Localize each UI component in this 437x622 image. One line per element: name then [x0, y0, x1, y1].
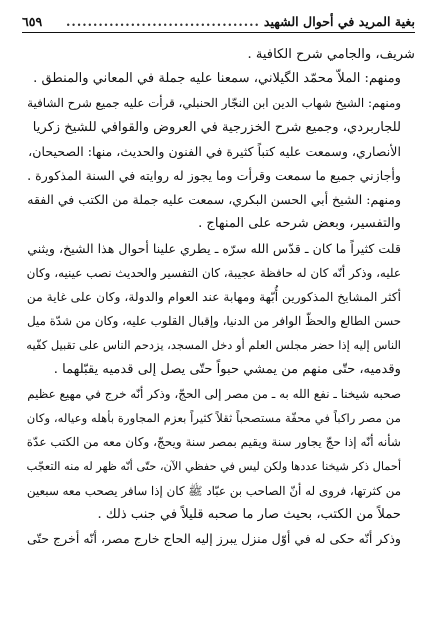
text-line: حسن الطالع والحظّ الوافر من الدنيا، وإقبال القلوب عليه، وكان من شدّة ميل [26, 314, 401, 329]
text-line: الأنصاري، وسمعت عليه كتباً كثيرة في الفنون والحديث، منها: الصحيحان، [28, 143, 401, 159]
text-line: أحمال ذكر شيخنا عددها ولكن ليس في حفظي الآن، حتّى أنّه ظهر له منه التعجّب [26, 459, 401, 474]
page-number: ٦٥٩ [22, 14, 43, 29]
paragraph [22, 91, 415, 188]
text-line: شأنه أنّه إذا حجّ يجاور سنة ويقيم بمصر سنة ويحجّ، وكان معه من الكتب عدّة [26, 435, 401, 450]
text-line: والتفسير، وبعض شرحه على المنهاج . [198, 216, 401, 232]
text-line: شريف، والجامي شرح الكافية . [247, 47, 415, 62]
paragraph [22, 527, 415, 551]
running-header [22, 14, 415, 33]
text-line: عليه، وذكر أنّه كان له حافظة عجيبة، كان التفسير والحديث نصب عينيه، وكان [26, 265, 401, 280]
running-title: بغية المريد في أحوال الشهيد [263, 14, 415, 29]
page-body [22, 43, 415, 551]
text-line: من مصر راكباً في محفّة مستصحباً ثقلاً كثيراً بعزم المجاورة بأهله وعياله، وكان [26, 411, 401, 426]
text-line: أكثر المشايخ المذكورين أُبّهة ومهابة عند العوام والدولة، وكان على غاية من [26, 290, 401, 305]
text-line: وأجازني جميع ما سمعت وقرأت وما يجوز له روايته في السنة المذكورة . [27, 168, 401, 184]
text-line: من كثرتها، فروى له أنّ الصاحب بن عبّاد ﷺ كان إذا سافر يصحب معه سبعين [26, 483, 401, 498]
leader-dots: .................................... [66, 14, 260, 29]
text-line: للجاربردي، وجميع شرح الخزرجية في العروض والقوافي للشيخ زكريا [32, 119, 401, 135]
paragraph [22, 237, 415, 382]
text-line: وقدميه، حتّى منهم من يمشي حبواً حتّى يصل إلى قدميه يقبّلهما . [53, 361, 401, 377]
text-line: ومنهم: الشيخ شهاب الدين ابن النجّار الحنبلي، قرأت عليه جميع شرح الشافية [27, 96, 401, 111]
text-line: حملاً من الكتب، بحيث صار ما صحبه قليلاً في جنب ذلك . [97, 506, 401, 522]
paragraph [22, 188, 415, 236]
text-line: ومنهم: الشيخ أبي الحسن البكري، سمعت عليه جملة من الكتب في الفقه [27, 192, 401, 208]
text-line: الناس إليه إذا حضر مجلس العلم أو دخل المسجد، يزدحم الناس على تقبيل كفّيه [26, 338, 401, 353]
text-line: صحبه شيخنا ـ نفع الله به ـ من مصر إلى الحجّ، وذكر أنّه خرج في مهيع عظيم [27, 386, 401, 401]
text-line: وذكر أنّه حكى له في أوّل منزل يبرز إليه الحاج خارج مصر، أنّه أخرج حتّى [26, 531, 401, 547]
paragraph [22, 67, 415, 91]
paragraph [22, 382, 415, 527]
text-line: قلت كثيراً ما كان ـ قدّس الله سرّه ـ يطري علينا أحوال هذا الشيخ، ويثني [27, 240, 401, 256]
paragraph [22, 43, 415, 67]
text-line: ومنهم: الملاّ محمّد الگيلاني، سمعنا عليه جملة في المعاني والمنطق . [33, 71, 401, 87]
